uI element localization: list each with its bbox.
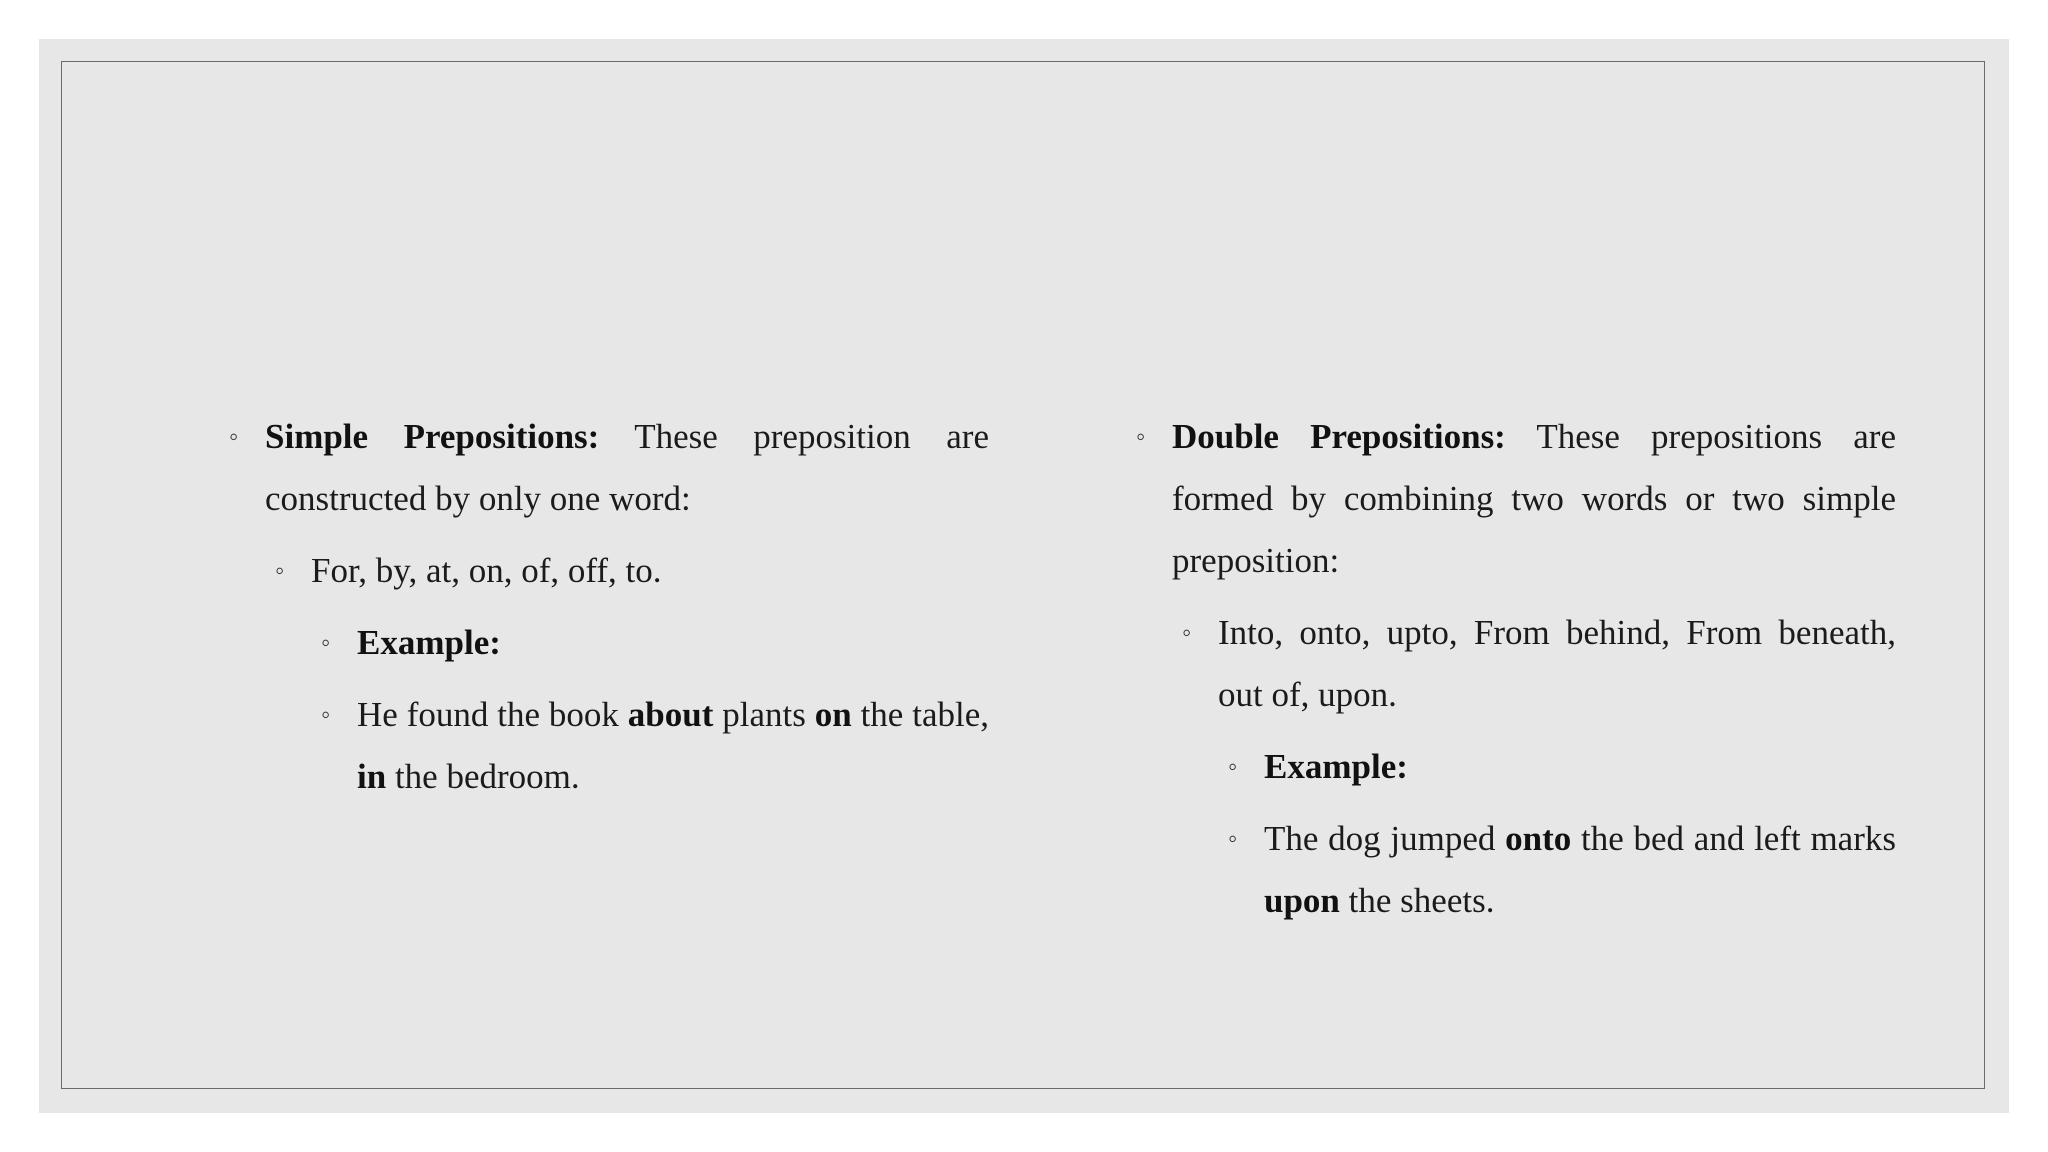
bullet-icon: ◦	[321, 700, 331, 729]
right-bullet-list	[1132, 406, 1896, 932]
left-column	[225, 406, 989, 808]
example-text: the sheets.	[1339, 881, 1495, 920]
bullet-icon: ◦	[1228, 824, 1238, 853]
simple-example-label-item	[225, 612, 989, 674]
example-bold-word: in	[357, 757, 387, 796]
simple-prepositions-item	[225, 406, 989, 530]
double-prepositions-words: Into, onto, upto, From behind, From beneath, out of, upon.	[1218, 613, 1896, 714]
slide	[39, 39, 2009, 1113]
simple-prepositions-words: For, by, at, on, of, off, to.	[311, 551, 662, 590]
bullet-icon: ◦	[229, 422, 239, 451]
bullet-icon: ◦	[1228, 752, 1238, 781]
example-bold-word: on	[814, 695, 852, 734]
example-bold-word: about	[627, 695, 714, 734]
double-prepositions-description: These prepositions are formed by combining two words or two simple preposition:	[1172, 417, 1896, 580]
left-bullet-list	[225, 406, 989, 808]
example-text: plants	[713, 695, 815, 734]
simple-example-label: Example:	[357, 623, 501, 662]
simple-example-sentence-item	[225, 684, 989, 808]
example-text: the bedroom.	[386, 757, 580, 796]
simple-prepositions-list-item	[225, 540, 989, 602]
example-text: the bed and left marks	[1571, 819, 1896, 858]
simple-prepositions-heading: Simple Prepositions:	[265, 417, 600, 456]
bullet-icon: ◦	[321, 628, 331, 657]
double-example-sentence-item	[1132, 808, 1896, 932]
simple-prepositions-description: These preposition are constructed by only one word:	[265, 417, 989, 518]
double-prepositions-list-item	[1132, 602, 1896, 726]
example-text: He found the book	[357, 695, 628, 734]
right-column	[1132, 406, 1896, 932]
bullet-icon: ◦	[1136, 422, 1146, 451]
double-prepositions-heading: Double Prepositions:	[1172, 417, 1506, 456]
example-bold-word: onto	[1505, 819, 1572, 858]
double-example-label-item	[1132, 736, 1896, 798]
example-text: The dog jumped	[1264, 819, 1506, 858]
example-bold-word: upon	[1264, 881, 1340, 920]
double-example-label: Example:	[1264, 747, 1408, 786]
bullet-icon: ◦	[1182, 618, 1192, 647]
example-text: the table,	[851, 695, 989, 734]
double-prepositions-item	[1132, 406, 1896, 592]
bullet-icon: ◦	[275, 556, 285, 585]
